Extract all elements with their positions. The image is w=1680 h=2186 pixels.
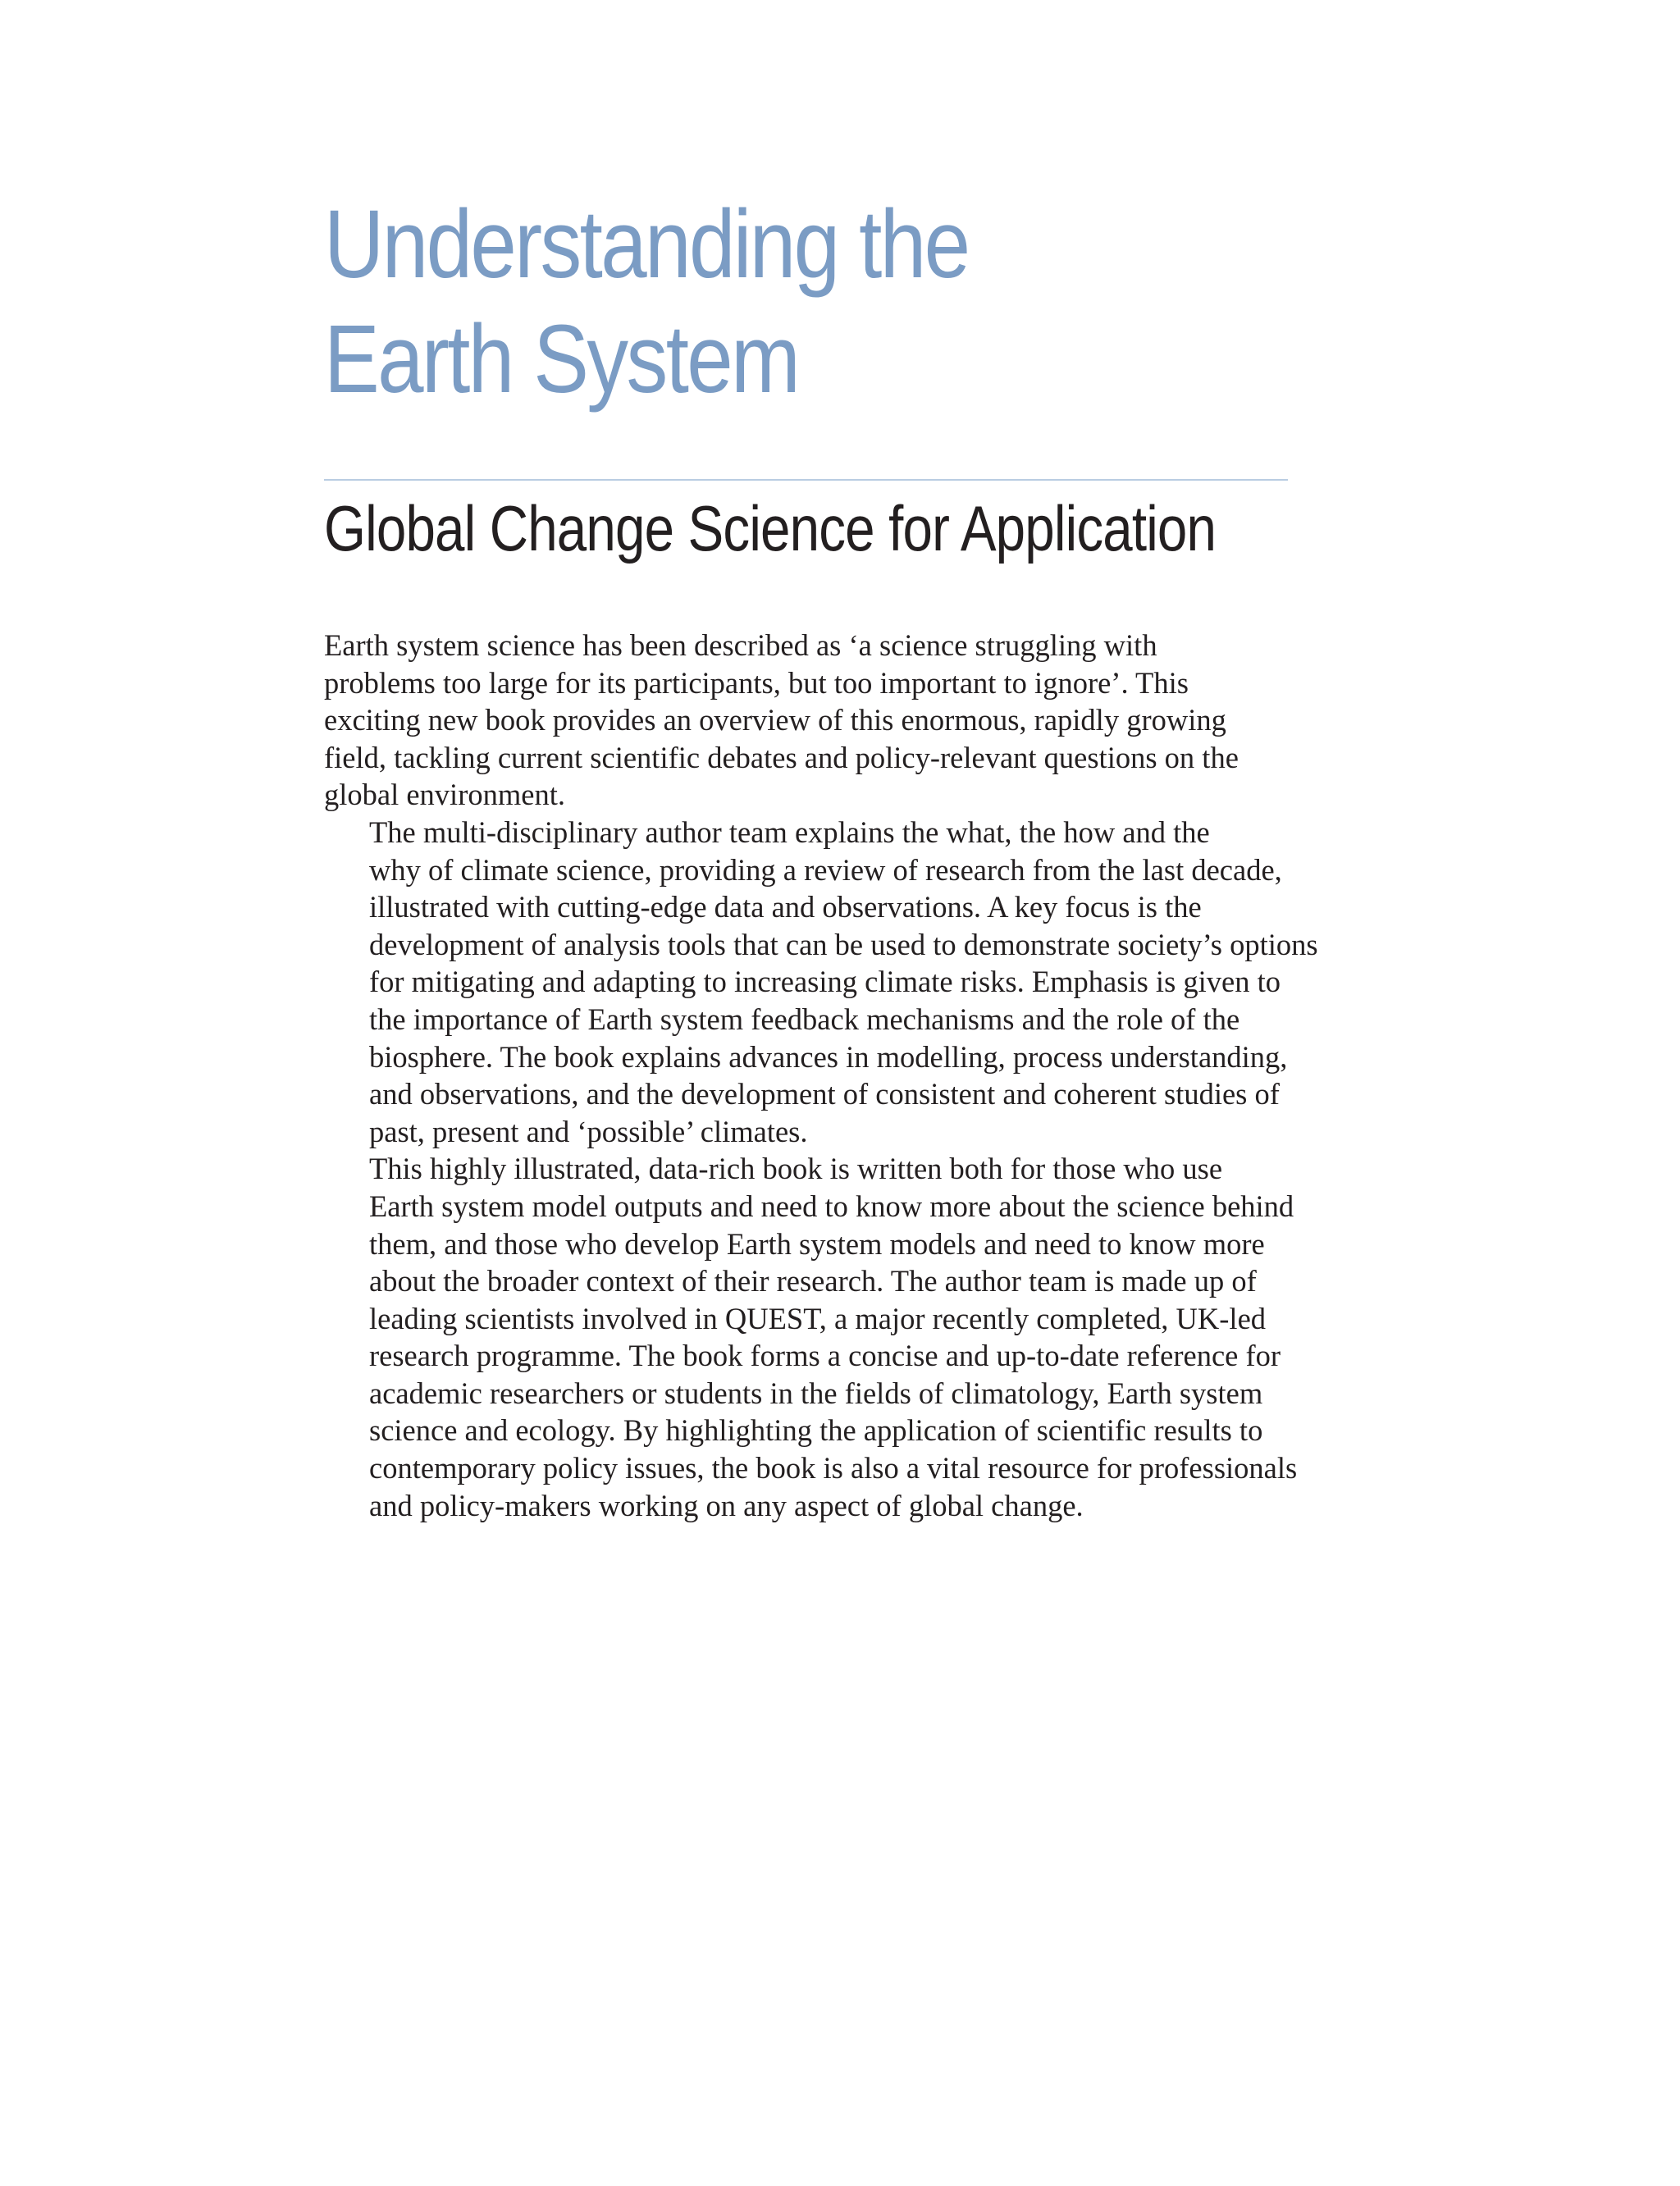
text-line: them, and those who develop Earth system models and need to know more [369, 1226, 1265, 1261]
text-line: for mitigating and adapting to increasing climate risks. Emphasis is given to [369, 965, 1281, 999]
text-line: science and ecology. By highlighting the application of scientific results to [369, 1413, 1263, 1448]
text-line: past, present and ‘possible’ climates. [369, 1114, 808, 1148]
text-line: academic researchers or students in the fields of climatology, Earth system [369, 1376, 1263, 1410]
text-line: the importance of Earth system feedback mechanisms and the role of the [369, 1002, 1240, 1036]
book-title [324, 187, 1171, 417]
book-title-line-2: Earth System [324, 305, 799, 413]
text-line: Earth system science has been described as ‘a science struggling with [324, 628, 1157, 662]
description-paragraph-3 [324, 1150, 1341, 1524]
text-line: problems too large for its participants, but too important to ignore’. This [324, 665, 1189, 700]
text-line: development of analysis tools that can be used to demonstrate society’s options [369, 927, 1318, 961]
text-line: contemporary policy issues, the book is also a vital resource for professionals [369, 1451, 1298, 1485]
book-subtitle: Global Change Science for Application [324, 492, 1217, 564]
text-line: The multi-disciplinary author team explains the what, the how and the [369, 815, 1210, 849]
text-line: research programme. The book forms a concise and up-to-date reference for [369, 1339, 1281, 1373]
text-line: about the broader context of their research. The author team is made up of [369, 1264, 1257, 1298]
text-line: biosphere. The book explains advances in modelling, process understanding, [369, 1039, 1288, 1074]
book-description [324, 627, 1341, 1524]
description-paragraph-2 [324, 814, 1341, 1150]
book-title-line-1: Understanding the [324, 190, 969, 299]
text-line: This highly illustrated, data-rich book is written both for those who use [369, 1152, 1223, 1186]
text-line: exciting new book provides an overview of this enormous, rapidly growing [324, 703, 1226, 737]
text-line: field, tackling current scientific debates and policy-relevant questions on the [324, 740, 1239, 774]
description-paragraph-1 [324, 627, 1341, 814]
title-divider [324, 479, 1288, 481]
text-line: and observations, and the development of consistent and coherent studies of [369, 1077, 1280, 1111]
text-line: why of climate science, providing a review of research from the last decade, [369, 852, 1282, 887]
text-line: global environment. [324, 778, 565, 812]
text-line: Earth system model outputs and need to know more about the science behind [369, 1189, 1294, 1223]
text-line: and policy-makers working on any aspect of global change. [369, 1488, 1084, 1522]
text-line: illustrated with cutting-edge data and observations. A key focus is the [369, 890, 1202, 924]
text-line: leading scientists involved in QUEST, a major recently completed, UK-led [369, 1301, 1267, 1335]
